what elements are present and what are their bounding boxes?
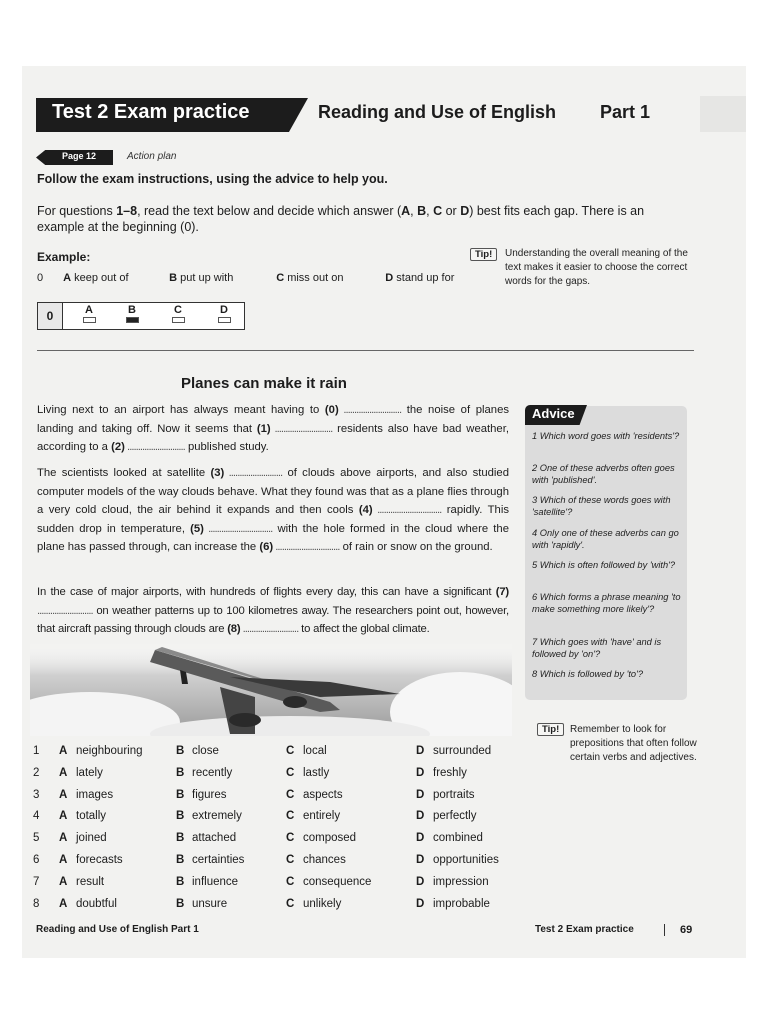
example-label: Example: <box>37 250 91 264</box>
choice-row: 4 A totally B extremely C entirely D perfectly <box>33 810 477 823</box>
advice-item: 6 Which forms a phrase meaning 'to make something more likely'? <box>532 592 681 614</box>
advice-item: 7 Which goes with 'have' and is followed by 'on'? <box>532 637 662 659</box>
page-reference-label: Page 12 <box>62 151 97 161</box>
choice-row: 8 A doubtful B unsure C unlikely D improbable <box>33 897 490 910</box>
article-paragraph-1: Living next to an airport has always meant having to (0) ........................... the noise of planes landing and taking off. Now it seems that (1) ........................... residents also have bad weather, according to a (2) ........................... published study. <box>37 404 510 453</box>
footer-section: Reading and Use of English Part 1 <box>36 924 199 935</box>
advice-item: 1 Which word goes with 'residents'? <box>532 431 680 441</box>
article-paragraph-2: The scientists looked at satellite (3) ......................... of clouds above airports, and also studied computer models of the way clouds behave. What they found was that as a plane flies through a very cold cloud, the air behind it expands and then cools (4) .............................. rapidly. This sudden drop in temperature, (5) .............................. with the hole formed in the cloud where the plane has passed through, can increase the (6) .............................. of rain or snow on the ground. <box>37 467 509 553</box>
article-paragraph-3: In the case of major airports, with hundreds of flights every day, this can have a significant (7) .......................... on weather patterns up to 100 kilometres away. The researchers point out, however, that aircraft passing through clouds are (8) .......................... to affect the global climate. <box>37 586 509 635</box>
example-options: 0 A keep out of B put up with C miss out on D stand up for <box>37 272 455 284</box>
action-plan-label: Action plan <box>127 151 177 162</box>
airplane-photo <box>30 642 512 736</box>
grid-option-a: A <box>81 304 97 323</box>
part-title: Part 1 <box>600 102 651 122</box>
choice-row: 7 A result B influence C consequence D impression <box>33 875 489 888</box>
example-number: 0 <box>37 272 44 284</box>
choice-row: 1 A neighbouring B close C local D surrounded <box>33 745 492 757</box>
advice-item: 2 One of these adverbs often goes with 'published'. <box>532 463 675 485</box>
grid-option-b: B <box>124 304 140 323</box>
footer-separator <box>664 924 665 936</box>
page-number: 69 <box>680 924 693 936</box>
answer-choices <box>33 743 513 917</box>
divider <box>37 350 694 351</box>
tip-badge: Tip! <box>470 248 497 261</box>
grid-option-c: C <box>170 304 186 323</box>
question-instructions: For questions 1–8, read the text below and decide which answer (A, B, C or D) best fits each gap. There is an example at the beginning (0). <box>37 204 645 234</box>
grid-number: 0 <box>38 303 63 329</box>
tip-text: Remember to look for prepositions that often follow certain verbs and adjectives. <box>570 724 697 763</box>
tip-text: Understanding the overall meaning of the text makes it easier to choose the correct words for the gaps. <box>505 248 688 287</box>
choice-row: 5 A joined B attached C composed D combined <box>33 832 483 845</box>
tip-badge: Tip! <box>537 723 564 736</box>
choice-row: 2 A lately B recently C lastly D freshly <box>33 766 467 779</box>
article-title: Planes can make it rain <box>181 375 347 392</box>
advice-item: 5 Which is often followed by 'with'? <box>532 560 676 570</box>
choice-row: 6 A forecasts B certainties C chances D opportunities <box>33 853 499 866</box>
example-answer-grid <box>37 302 245 330</box>
advice-title: Advice <box>532 406 575 421</box>
section-title: Reading and Use of English <box>318 102 557 122</box>
footer-title: Test 2 Exam practice <box>535 924 634 935</box>
advice-item: 4 Only one of these adverbs can go with 'rapidly'. <box>532 528 679 550</box>
advice-item: 3 Which of these words goes with 'satellite'? <box>532 495 671 517</box>
advice-item: 8 Which is followed by 'to'? <box>532 669 644 679</box>
page-title: Test 2 Exam practice <box>52 101 250 123</box>
airplane-icon <box>30 642 512 736</box>
choice-row: 3 A images B figures C aspects D portraits <box>33 788 475 801</box>
grid-option-d: D <box>216 304 232 323</box>
instruction-heading: Follow the exam instructions, using the advice to help you. <box>37 172 388 186</box>
header-decoration <box>700 96 746 132</box>
